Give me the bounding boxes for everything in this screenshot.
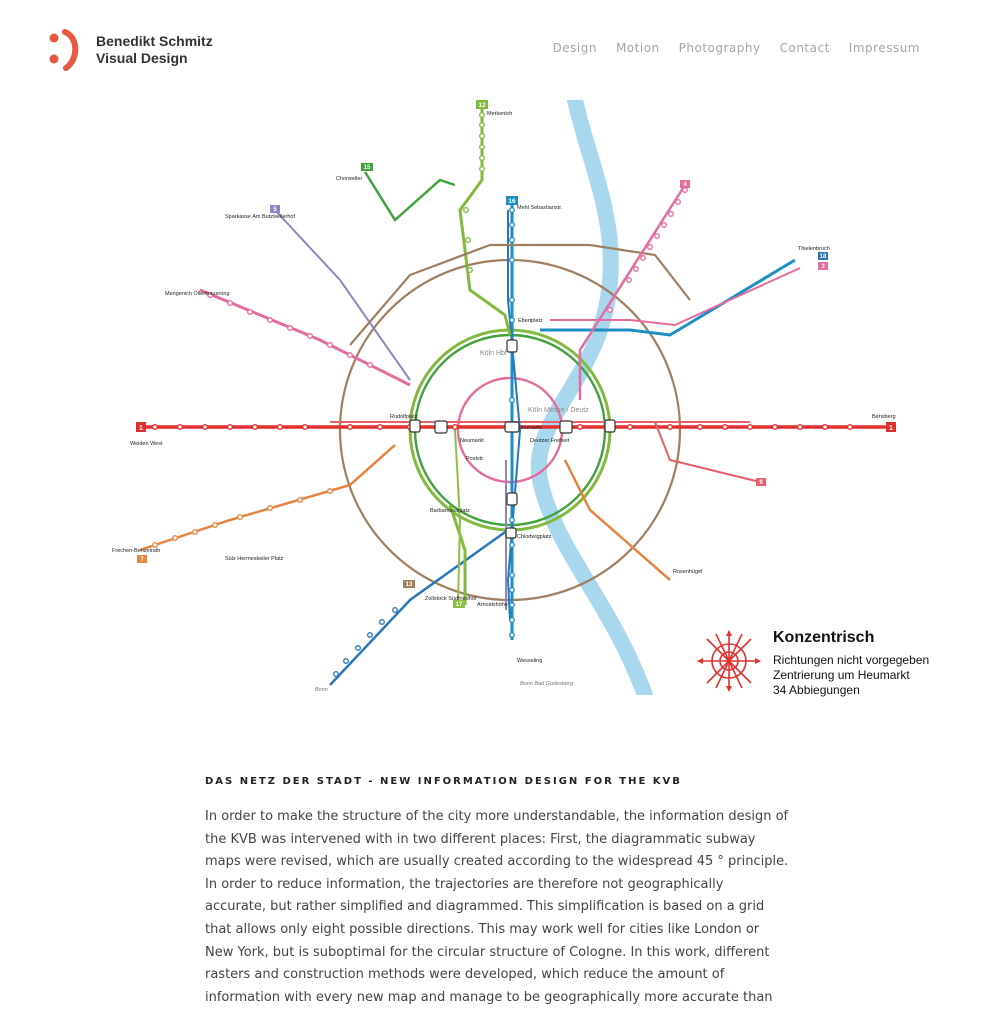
label-rudolfplatz: Rudolfplatz xyxy=(390,414,418,420)
label-neumarkt: Neumarkt xyxy=(460,438,484,444)
article-line: the KVB was intervened with in two different places: First, the diagrammatic subway xyxy=(205,831,756,847)
label-wesseling: Wesseling xyxy=(517,658,543,664)
label-thielenbruch: Thielenbruch xyxy=(798,246,830,252)
line-4-badge-text: 4 xyxy=(683,182,687,188)
line-3-northeast-branch xyxy=(550,268,800,325)
map-legend xyxy=(696,626,946,696)
label-bonn: Bonn xyxy=(315,687,328,693)
legend-line-3: 34 Abbiegungen xyxy=(773,683,860,697)
article-line: In order to make the structure of the city more understandable, the information design of xyxy=(205,809,789,824)
nav-photography[interactable]: Photography xyxy=(678,41,761,55)
radial-directions-icon xyxy=(696,630,762,692)
line-17-south xyxy=(455,430,460,605)
article-line: that allows only eight possible directions. This may work well for cities like London or xyxy=(205,921,760,937)
line-15-badge-text: 15 xyxy=(363,165,371,171)
line-1-east-badge-text: 1 xyxy=(889,425,893,432)
label-koeln-hbf: Köln Hbf xyxy=(480,350,507,357)
article-line: rasters and construction methods were developed, which reduce the amount of xyxy=(205,967,725,983)
line-3-badge-text: 3 xyxy=(821,264,825,270)
line-5-badge-text: 5 xyxy=(273,207,277,213)
brand-name-line1: Benedikt Schmitz xyxy=(96,33,213,49)
line-17-badge-text: 17 xyxy=(455,602,463,608)
label-weiden-west: Weiden West xyxy=(130,441,163,447)
label-ebertplatz: Ebertplatz xyxy=(518,318,543,324)
label-heumarkt: Heumarkt xyxy=(518,425,542,431)
article-line: New York, but is suboptimal for the circular structure of Cologne. In this work, different xyxy=(205,944,770,960)
label-chorweiler: Chorweiler xyxy=(336,176,363,182)
nav-motion[interactable]: Motion xyxy=(615,41,660,55)
article-line: information with every new map and manage to be geographically more accurate than xyxy=(205,989,773,1005)
legend-title: Konzentrisch xyxy=(773,629,875,646)
label-bonn-godesberg: Bonn Bad Godesberg xyxy=(520,681,573,687)
article-heading: DAS NETZ DER STADT - NEW INFORMATION DESIGN FOR THE KVB xyxy=(205,776,682,787)
main-nav xyxy=(553,41,920,55)
line-12-badge-text: 12 xyxy=(478,102,486,109)
subway-map-diagram xyxy=(110,100,940,695)
label-rosenhuegel: Rosenhügel xyxy=(673,569,703,575)
line-16-badge-text: 16 xyxy=(508,198,516,205)
label-koeln-messe: Köln Messe / Deutz xyxy=(528,407,589,414)
label-suelz: Sülz Hermeskeiler Platz xyxy=(225,556,284,562)
line-9-badge-text: 9 xyxy=(759,480,763,486)
line-15-north xyxy=(365,172,455,220)
line-5-northwest xyxy=(275,210,410,380)
river-rhine xyxy=(539,100,645,695)
legend-line-2: Zentrierung um Heumarkt xyxy=(773,668,910,682)
line-9-east-branch xyxy=(655,422,760,482)
label-merkenich: Merkenich xyxy=(487,111,513,117)
nav-impressum[interactable]: Impressum xyxy=(848,41,920,55)
label-mengenich: Mengenich Ollenhauerring xyxy=(165,291,230,297)
line-7-badge-text: 7 xyxy=(140,557,144,563)
brand-name-line2: Visual Design xyxy=(96,50,188,66)
label-zollstock: Zollstock Südfriedhof xyxy=(425,596,477,602)
line-18-south-stations xyxy=(334,608,398,677)
label-sebastianstr: Mehl Sebastianstr. xyxy=(517,205,563,211)
article-body xyxy=(205,806,805,1009)
logo-link[interactable] xyxy=(48,28,213,72)
line-7-southwest xyxy=(140,445,395,550)
label-poststr: Poststr. xyxy=(466,456,485,462)
article-line: maps were revised, which are usually created according to the widespread 45 ° principle. xyxy=(205,854,789,870)
article-line: In order to reduce information, the trajectories are therefore not geographically xyxy=(205,876,724,892)
line-3-4-stations xyxy=(208,293,373,368)
line-18-route xyxy=(508,210,520,620)
brand-name xyxy=(96,33,213,67)
label-frechen: Frechen-Benzelrath xyxy=(112,548,161,554)
line-1-west-badge-text: 1 xyxy=(139,425,143,432)
label-deutzer-freiheit: Deutzer Freiheit xyxy=(530,438,570,444)
label-chlodwigplatz: Chlodwigplatz xyxy=(517,534,552,540)
label-sparkasse: Sparkasse Am Butzweilerhof xyxy=(225,214,296,220)
label-barbarossaplatz: Barbarossaplatz xyxy=(430,508,470,514)
smiley-logo-icon xyxy=(48,28,82,72)
nav-contact[interactable]: Contact xyxy=(779,41,830,55)
label-arnoldshoehe: Arnoldshöhe xyxy=(477,602,508,608)
subway-map xyxy=(110,100,940,695)
article-line: accurate, but rather simplified and diagrammed. This simplification is based on a grid xyxy=(205,899,765,915)
nav-design[interactable]: Design xyxy=(552,41,597,55)
label-bensberg: Bensberg xyxy=(872,414,896,420)
line-13-badge-text: 13 xyxy=(405,582,413,588)
line-18-badge-text: 18 xyxy=(819,254,827,260)
legend-line-1: Richtungen nicht vorgegeben xyxy=(773,653,930,667)
